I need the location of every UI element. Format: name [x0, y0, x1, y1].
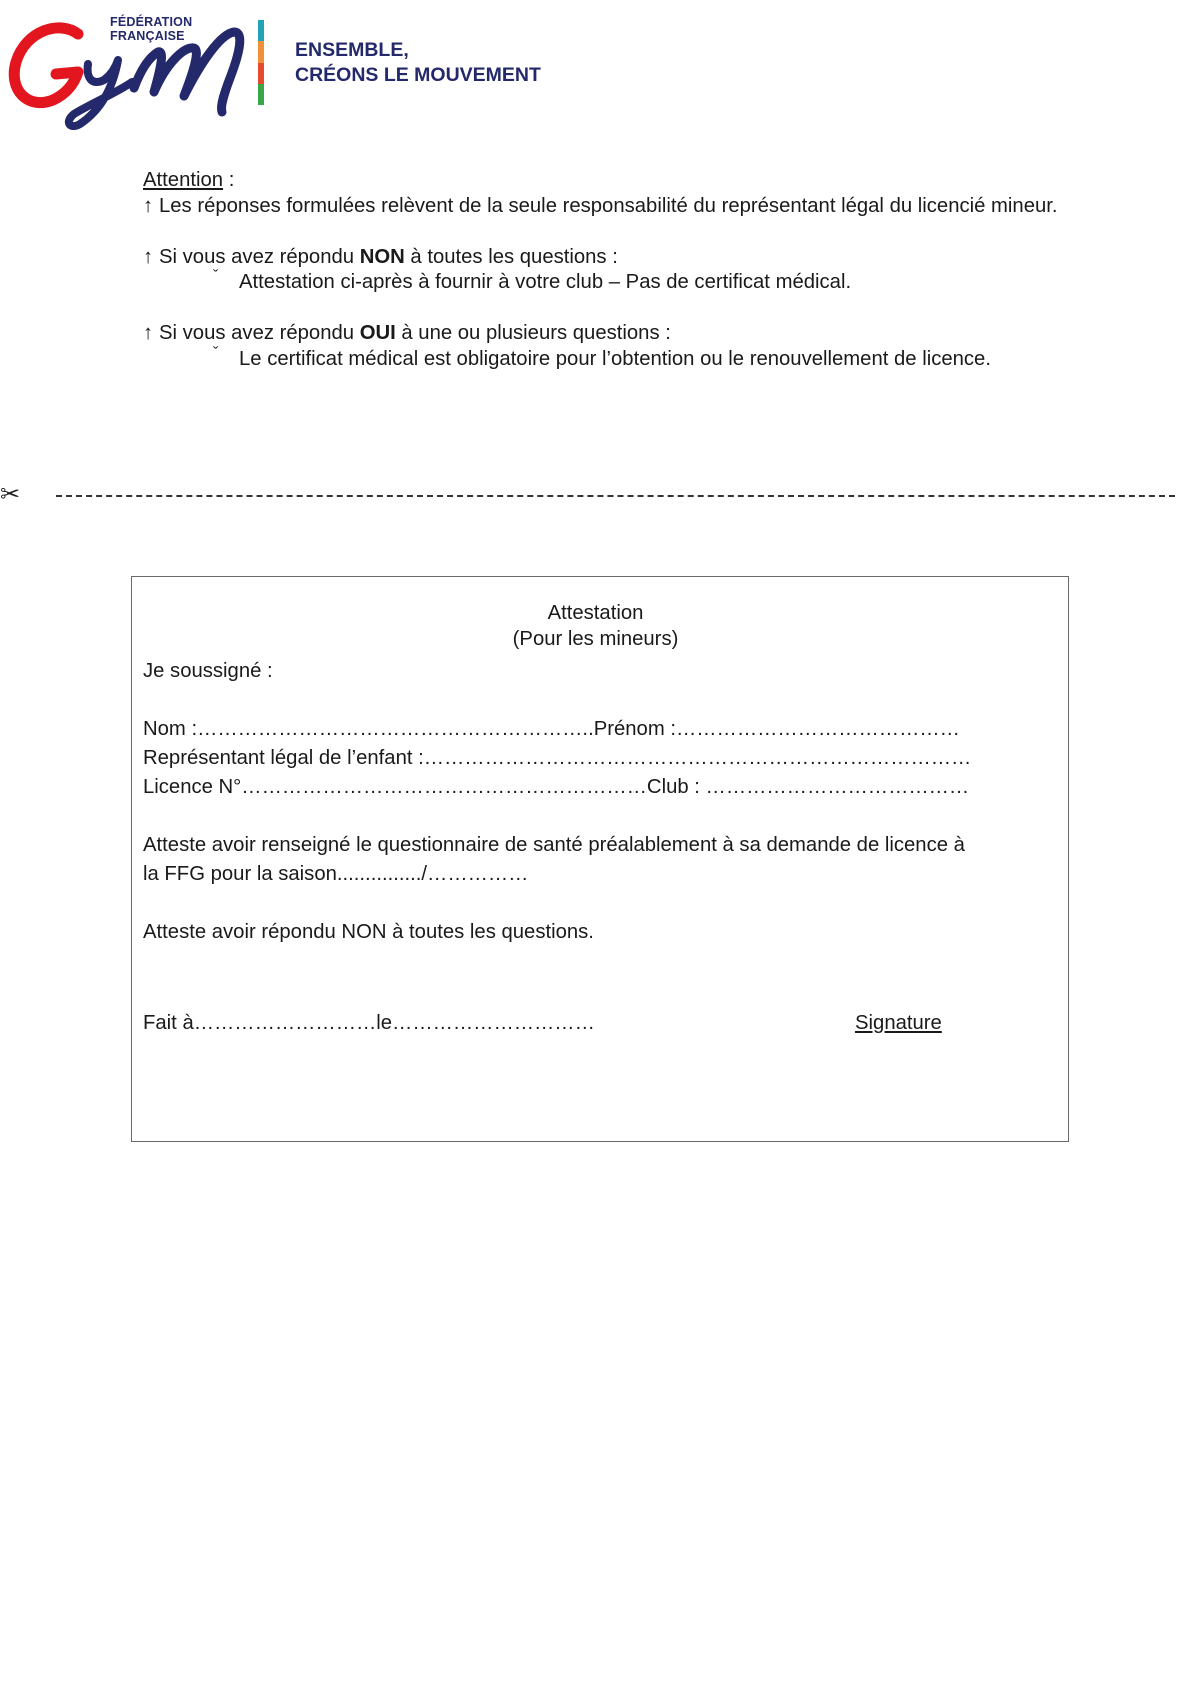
fait-a-le-field[interactable]: Fait à………………………le………………………… — [143, 1012, 595, 1034]
bullet-2-bold: NON — [359, 245, 405, 268]
bullet-1-text: Les réponses formulées relèvent de la seule responsabilité du représentant légal du licencié mineur. — [159, 194, 1058, 217]
representant-field[interactable]: Représentant légal de l’enfant :……………………………………………………………………… — [143, 747, 972, 769]
arrow-up-icon: ↑ — [143, 322, 154, 344]
bullet-2-prefix: Si vous avez répondu — [159, 245, 360, 268]
atteste-questionnaire-line-1: Atteste avoir renseigné le questionnaire de santé préalablement à sa demande de licence à — [143, 834, 965, 856]
bullet-3-prefix: Si vous avez répondu — [159, 322, 360, 344]
attention-sub-3 — [143, 344, 1073, 373]
federation-line-2: FRANÇAISE — [110, 29, 185, 43]
attention-bullet-1 — [143, 194, 1073, 220]
chevron-down-icon: ˇ — [213, 268, 219, 285]
arrow-up-icon: ↑ — [143, 245, 154, 268]
attestation-subtitle: (Pour les mineurs) — [512, 628, 679, 650]
atteste-non-statement: Atteste avoir répondu NON à toutes les questions. — [143, 921, 594, 943]
sub-2-text: Attestation ci-après à fournir à votre club – Pas de certificat médical. — [239, 271, 852, 293]
attention-section — [143, 168, 1073, 372]
signature-label[interactable]: Signature — [855, 1012, 942, 1034]
attention-title-suffix: : — [223, 169, 235, 191]
bullet-3-bold: OUI — [359, 322, 396, 344]
soussigne-label: Je soussigné : — [143, 660, 273, 682]
sub-3-text: Le certificat médical est obligatoire pour l’obtention ou le renouvellement de licence. — [239, 347, 991, 370]
bullet-2-suffix: à toutes les questions : — [404, 245, 618, 268]
attention-title: Attention — [143, 169, 224, 191]
saison-field[interactable]: la FFG pour la saison.............../…………… — [143, 863, 529, 885]
dashed-divider — [56, 495, 1175, 497]
attestation-heading — [0, 600, 1191, 652]
scissors-icon: ✂ — [0, 481, 21, 508]
licence-club-field[interactable]: Licence N°……………………………………………………Club : ………………………………… — [143, 776, 970, 798]
tagline — [295, 38, 541, 88]
tagline-line-1: ENSEMBLE, — [295, 39, 409, 61]
attention-sub-2 — [143, 270, 1073, 296]
attention-heading — [143, 168, 1073, 194]
attention-bullet-3 — [143, 321, 1073, 347]
federation-line-1: FÉDÉRATION — [110, 15, 193, 29]
bullet-3-suffix: à une ou plusieurs questions : — [395, 322, 671, 344]
federation-name — [110, 15, 192, 43]
header — [0, 0, 1191, 140]
cut-line — [0, 480, 1191, 510]
nom-prenom-field[interactable]: Nom :…………………………………………………..Prénom :…………………………………… — [143, 718, 960, 740]
chevron-down-icon: ˇ — [213, 344, 219, 362]
tagline-line-2: CRÉONS LE MOUVEMENT — [295, 64, 541, 86]
brand-color-bar — [258, 20, 264, 105]
attention-bullet-2 — [143, 245, 1073, 271]
attestation-title: Attestation — [547, 602, 644, 624]
arrow-up-icon: ↑ — [143, 194, 154, 217]
